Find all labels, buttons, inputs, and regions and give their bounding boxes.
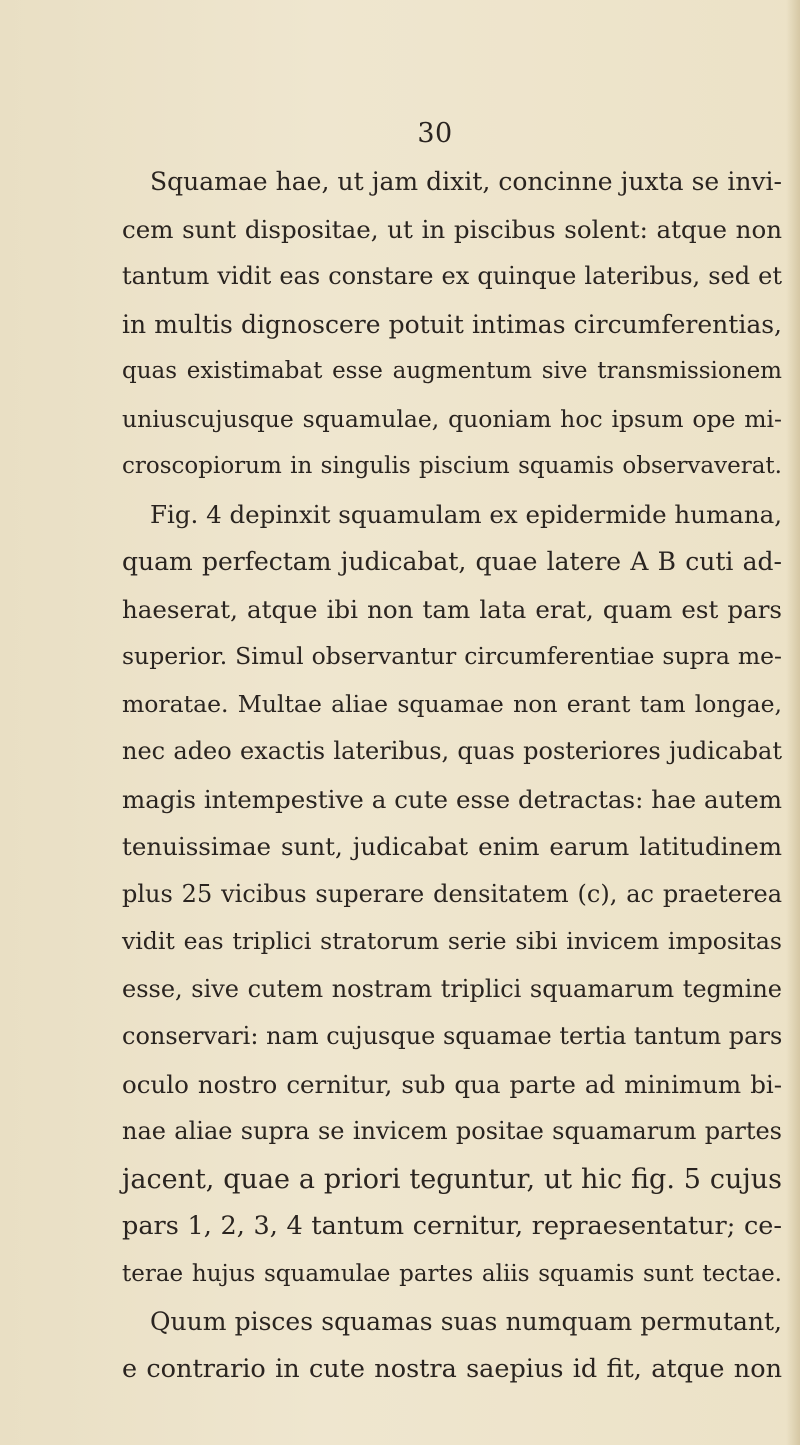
text-line: nec adeo exactis lateribus, quas posteriores judicabat xyxy=(122,737,782,765)
text-line: quas existimabat esse augmentum sive transmissionem xyxy=(122,358,782,384)
text-line: tantum vidit eas constare ex quinque lateribus, sed et xyxy=(122,262,782,290)
text-line: croscopiorum in singulis piscium squamis observaverat. xyxy=(122,453,782,479)
text-line: Fig. 4 depinxit squamulam ex epidermide humana, xyxy=(150,499,782,529)
text-line: plus 25 vicibus superare densitatem (c), ac praeterea xyxy=(122,879,782,908)
text-line: pars 1, 2, 3, 4 tantum cernitur, repraesentatur; ce- xyxy=(122,1211,782,1241)
page-number: 30 xyxy=(417,118,453,149)
text-line: magis intempestive a cute esse detractas: hae autem xyxy=(122,784,782,814)
text-line: jacent, quae a priori teguntur, ut hic fig. 5 cujus xyxy=(122,1163,782,1195)
text-line: moratae. Multae aliae squamae non erant tam longae, xyxy=(122,689,782,718)
text-line: Squamae hae, ut jam dixit, concinne juxta se invi- xyxy=(150,167,782,196)
body-text xyxy=(122,158,782,1393)
text-line: e contrario in cute nostra saepius id fit, atque non xyxy=(122,1353,782,1384)
text-line: uniuscujusque squamulae, quoniam hoc ipsum ope mi- xyxy=(122,404,782,433)
text-line: tenuissimae sunt, judicabat enim earum latitudinem xyxy=(122,832,782,861)
text-line: terae hujus squamulae partes aliis squamis sunt tectae. xyxy=(122,1260,782,1287)
text-line: nae aliae supra se invicem positae squamarum partes xyxy=(122,1117,782,1145)
text-line: vidit eas triplici stratorum serie sibi invicem impositas xyxy=(122,927,782,955)
text-line: cem sunt dispositae, ut in piscibus solent: atque non xyxy=(122,214,782,244)
text-line: esse, sive cutem nostram triplici squamarum tegmine xyxy=(122,974,782,1003)
text-line: superior. Simul observantur circumferentiae supra me- xyxy=(122,642,782,670)
text-line: quam perfectam judicabat, quae latere A B cuti ad- xyxy=(122,547,782,576)
text-line: in multis dignoscere potuit intimas circumferentias, xyxy=(122,309,782,339)
text-line: haeserat, atque ibi non tam lata erat, quam est pars xyxy=(122,594,782,624)
text-line: oculo nostro cernitur, sub qua parte ad minimum bi- xyxy=(122,1069,782,1099)
text-line: conservari: nam cujusque squamae tertia tantum pars xyxy=(122,1022,783,1050)
text-line: Quum pisces squamas suas numquam permutant, xyxy=(150,1307,782,1336)
page-edge-shadow xyxy=(786,0,800,1445)
